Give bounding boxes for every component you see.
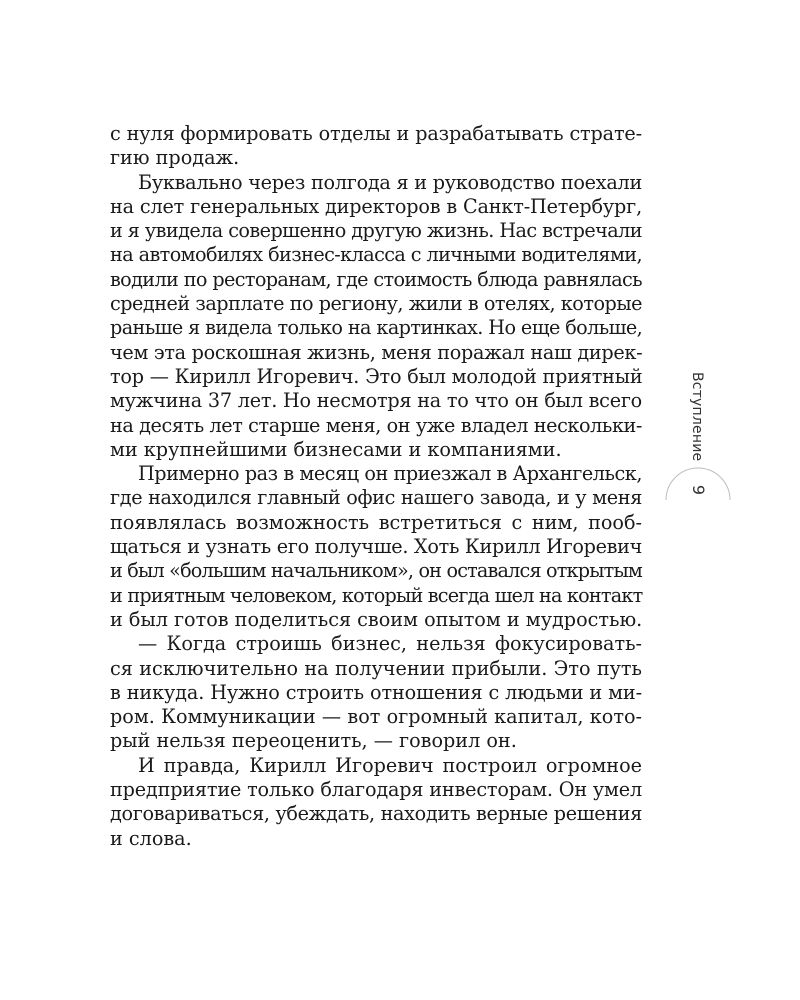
text-line: на автомобилях бизнес-класса с личными водителями, [110,243,643,267]
text-line: и слова. [110,826,192,850]
text-line: раньше я видела только на картинках. Но еще больше, [110,316,643,340]
text-line: Буквально через полгода я и руководство поехали [138,170,642,194]
text-line: появлялась возможность встретиться с ним, пооб- [110,510,642,534]
running-head-label: Вступление [689,372,705,462]
text-line: и приятным человеком, который всегда шел на контакт [110,583,643,607]
page-number [684,476,712,504]
text-line: с нуля формировать отделы и разрабатывать страте- [110,122,642,145]
text-line: ми крупнейшими бизнесами и компаниями. [110,437,562,461]
text-line: — Когда строишь бизнес, нельзя фокусировать- [138,632,642,656]
page-number-label: 9 [689,484,708,496]
text-line: на слет генеральных директоров в Санкт-Петербург, [110,194,642,218]
text-line: и я увидела совершенно другую жизнь. Нас встречали [110,219,642,243]
body-text [110,122,642,851]
text-line: на десять лет старше меня, он уже владел нескольки- [110,413,642,437]
text-line: и был «большим начальником», он оставался открытым [110,559,642,583]
text-line: в никуда. Нужно строить отношения с людьми и ми- [110,680,642,704]
text-line: средней зарплате по региону, жили в отелях, которые [110,292,642,316]
text-line: договариваться, убеждать, находить верные решения [110,802,642,826]
text-line: водили по ресторанам, где стоимость блюда равнялась [110,267,642,291]
text-line: предприятие только благодаря инвесторам. Он умел [110,778,642,802]
text-line: щаться и узнать его получше. Хоть Кирилл Игоревич [110,535,643,559]
running-head [689,372,711,462]
text-line: ром. Коммуникации — вот огромный капитал, кото- [110,705,642,729]
text-line: чем эта роскошная жизнь, меня поражал наш дирек- [110,340,643,364]
text-line: мужчина 37 лет. Но несмотря на то что он был всего [110,389,642,413]
text-line: ся исключительно на получении прибыли. Это путь [110,656,642,680]
text-line: где находился главный офис нашего завода, и у меня [110,486,642,510]
text-line: и был готов поделиться своим опытом и мудростью. [110,607,643,631]
text-line: гию продаж. [110,146,240,170]
text-line: тор — Кирилл Игоревич. Это был молодой приятный [110,364,643,388]
text-line: И правда, Кирилл Игоревич построил огромное [138,753,642,777]
text-line: рый нельзя переоценить, — говорил он. [110,729,517,753]
text-line: Примерно раз в месяц он приезжал в Архангельск, [138,462,642,486]
